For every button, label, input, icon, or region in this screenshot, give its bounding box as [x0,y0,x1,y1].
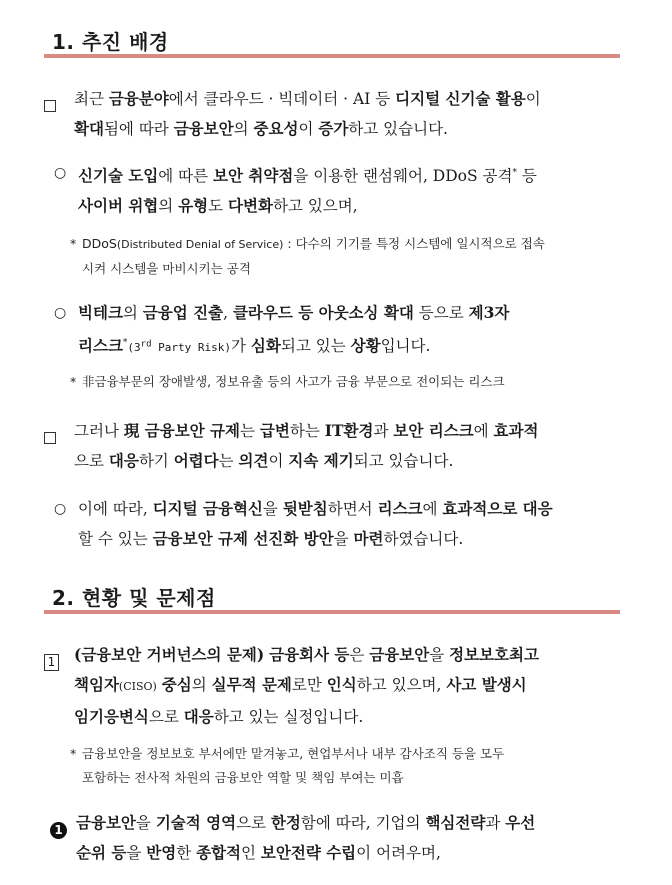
square-bullet-icon [44,92,56,122]
bullet-2-line-1: 그러나 現 금융보안 규제는 급변하는 IT환경과 보안 리스크에 효과적 [74,421,539,440]
section-2-rule [44,610,620,614]
circle-bullet-icon: ○ [54,305,67,321]
section-1-title: 1. 추진 배경 [52,30,169,54]
bullet-2-line-2: 으로 대응하기 어렵다는 의견이 지속 제기되고 있습니다. [74,451,454,470]
square-bullet-icon [44,424,56,454]
sub-3-line-1: 이에 따라, 디지털 금융혁신을 뒷받침하면서 리스크에 효과적으로 대응 [78,499,553,518]
circle-bullet-icon: ○ [54,165,67,181]
bullet-circle-2 [54,298,624,363]
black-circle-number-icon: 1 [50,814,67,844]
numbered-item-1 [44,640,624,732]
sub-3-line-2: 할 수 있는 금융보안 규제 선진화 방안을 마련하였습니다. [78,529,464,548]
footnote-third-party-risk: * 非금융부문의 장애발생, 정보유출 등의 사고가 금융 부문으로 전이되는 리스크 [70,374,505,389]
section-2-title: 2. 현황 및 문제점 [52,586,216,610]
note-1-line-1: DDoS(Distributed Denial of Service) : 다수의 기기를 특정 시스템에 일시적으로 접속 [82,236,545,251]
section-1-rule [44,54,620,58]
footnote-ddos: * DDoS(Distributed Denial of Service) : 다수의 기기를 특정 시스템에 일시적으로 접속 시켜 시스템을 마비시키는 공격 [70,232,622,281]
point-1-line-1: 금융보안을 기술적 영역으로 한정함에 따라, 기업의 핵심전략과 우선 [76,813,536,832]
circle-bullet-icon: ○ [54,501,67,517]
item-1-line-1: (금융보안 거버넌스의 문제) 금융회사 등은 금융보안을 정보보호최고 [74,645,539,664]
sub-2-line-1: 빅테크의 금융업 진출, 클라우드 등 아웃소싱 확대 등으로 제3자 [78,303,510,322]
point-1-line-2: 순위 등을 반영한 종합적인 보안전략 수립이 어려우며, [76,843,441,862]
bullet-square-2 [44,416,624,476]
boxed-number-icon: 1 [44,646,59,676]
bullet-1-line-1: 최근 금융분야에서 클라우드 · 빅데이터 · AI 등 디지털 신기술 활용이 [74,89,541,108]
point-1 [50,808,624,868]
item-1-line-3: 임기응변식으로 대응하고 있는 실정입니다. [74,707,364,726]
bullet-circle-3 [54,494,624,554]
item-1-line-2: 책임자(CISO) 중심의 실무적 문제로만 인식하고 있으며, 사고 발생시 [74,675,527,694]
note-1-line-2: 시켜 시스템을 마비시키는 공격 [82,261,251,276]
sub-1-line-1: 신기술 도입에 따른 보안 취약점을 이용한 랜섬웨어, DDoS 공격* 등 [78,166,537,186]
footnote-governance: * 금융보안을 정보보호 부서에만 맡겨놓고, 현업부서나 내부 감사조직 등을 모두 포함하는 전사적 차원의 금융보안 역할 및 책임 부여는 미흡 [70,746,505,785]
sub-1-line-2: 사이버 위협의 유형도 다변화하고 있으며, [78,196,358,216]
section-2-heading [44,582,620,611]
bullet-1-line-2: 확대됨에 따라 금융보안의 중요성이 증가하고 있습니다. [74,119,448,138]
bullet-circle-1 [54,158,624,221]
bullet-square-1 [44,84,624,144]
section-1-heading [44,26,620,55]
sub-2-line-2: 리스크*(3rd Party Risk)가 심화되고 있는 상황입니다. [78,336,431,356]
